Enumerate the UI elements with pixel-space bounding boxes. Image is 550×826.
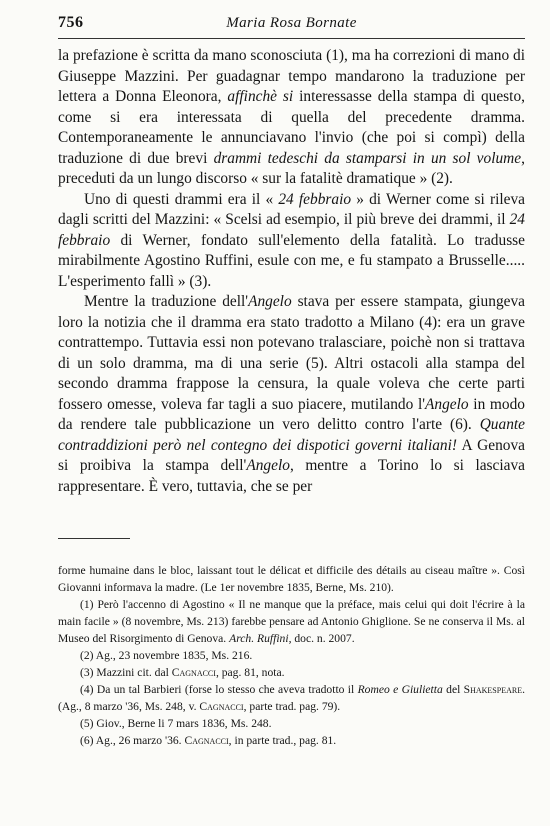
italic-run: Quante contraddizioni però nel contegno dei dispotici governi italiani! [58,416,525,454]
footnote-5: (5) Giov., Berne li 7 mars 1836, Ms. 248. [80,717,272,730]
text-run: stava per essere stampata, giungeva loro la notizia che il dramma era stato tradotto a Milano (4): era un grave contrattempo. Tuttavia essi non potevano tralasciare, poichè non si trattava di un solo dramma, ma di una serie (5). Altri ostacoli alla stampa del secondo dramma frappose la censura, la quale voleva che certe parti fossero omesse, voleva far tagli a suo piacere, mutilando l' [58,293,525,413]
text-run: la prefazione è scritta da mano sconosciuta (1), ma ha correzioni di mano di Giuseppe Mazzini. Per guadagnar tempo mandarono la traduzione per lettera a Donna Eleonora, [58,47,525,105]
running-title: Maria Rosa Bornate [226,15,357,31]
italic-run: 24 febbraio [58,211,525,249]
text-run: , pag. 81, nota. [215,666,285,679]
text-run: del [442,683,464,696]
text-run: (6) Ag., 26 marzo '36. [80,734,185,747]
main-text [58,46,525,497]
text-run: doc. n. 2007. [291,632,355,645]
text-run: , parte trad. pag. 79). [243,700,341,713]
author-name: Cagnacci [171,666,216,679]
italic-run: Angelo [248,293,292,310]
italic-run: 24 febbraio [278,190,352,208]
text-run: Mentre la traduzione dell' [84,293,249,310]
footnote-separator [58,538,130,539]
text-run: in modo da rendere tale pubblicazione un vero delitto contro l'arte (6). [58,395,525,433]
footnote-3 [58,664,525,681]
footnote-1 [58,596,525,647]
text-run: (3) Mazzini cit. dal [80,666,172,679]
italic-run: Angelo [246,457,290,474]
text-run: , preceduti da un lungo discorso « sur la fatalitè dramatique » (2). [58,149,525,187]
italic-run: affinchè si [227,88,294,105]
page-number: 756 [58,14,84,31]
footnote-2: (2) Ag., 23 novembre 1835, Ms. 216. [80,649,253,662]
footnotes [58,562,525,749]
italic-run: Romeo e Giulietta [357,683,443,696]
text-run: » di Werner come si rileva dagli scritti del Mazzini: « Scelsi ad esempio, il più breve dei drammi, il [58,190,525,228]
author-name: Shakespeare [463,683,523,696]
paragraph-3 [58,292,525,497]
text-run: . (Ag., 8 marzo '36, Ms. 248, v. [58,683,525,713]
text-run: (1) Però l'accenno di Agostino « Il ne manque que la préface, mais celui qui doit l'écrire à la main facile » (8 novembre, Ms. 213) farebbe pensare ad Antonio Ghiglione. Se ne conserva il Ms. al Museo del Risorgimento di Genova. [58,598,525,645]
footnote-6 [58,732,525,749]
text-run: di Werner, fondato sull'elemento della fatalità. Lo tradusse mirabilmente Agostino Ruffini, esule con me, e fu stampato a Brusselle..... L'esperimento fallì » (3). [58,231,525,290]
author-name: Cagnacci [199,700,244,713]
text-run: (4) Da un tal Barbieri (forse lo stesso che aveva tradotto il [80,683,358,696]
italic-run: Angelo [425,395,469,413]
paragraph-2 [58,190,525,293]
text-run: , in parte trad., pag. 81. [228,734,337,747]
italic-run: drammi tedeschi da stamparsi in un sol volume [213,149,522,167]
text-run: interessasse della stampa di questo, come si era interessata di quella del precedente dramma. Contemporaneamente le annunciavano l'invio (che poi si compì) della traduzione di due brevi [58,88,525,167]
text-run: , mentre a Torino lo si lasciava rappresentare. È vero, tuttavia, che se per [58,457,526,495]
italic-run: Arch. Ruffini, [229,632,292,645]
text-run: Uno di questi drammi era il « [84,190,279,208]
footnote-4 [58,681,525,715]
footnote-continuation: forme humaine dans le bloc, laissant tout le délicat et difficile des détails au ciseau maître ». Così Giovanni informava la madre. (Le 1er novembre 1835, Berne, Ms. 210). [58,564,525,594]
page-header [58,14,525,39]
paragraph-1 [58,46,525,190]
author-name: Cagnacci [184,734,229,747]
text-run: A Genova si proibiva la stampa dell' [58,436,525,474]
